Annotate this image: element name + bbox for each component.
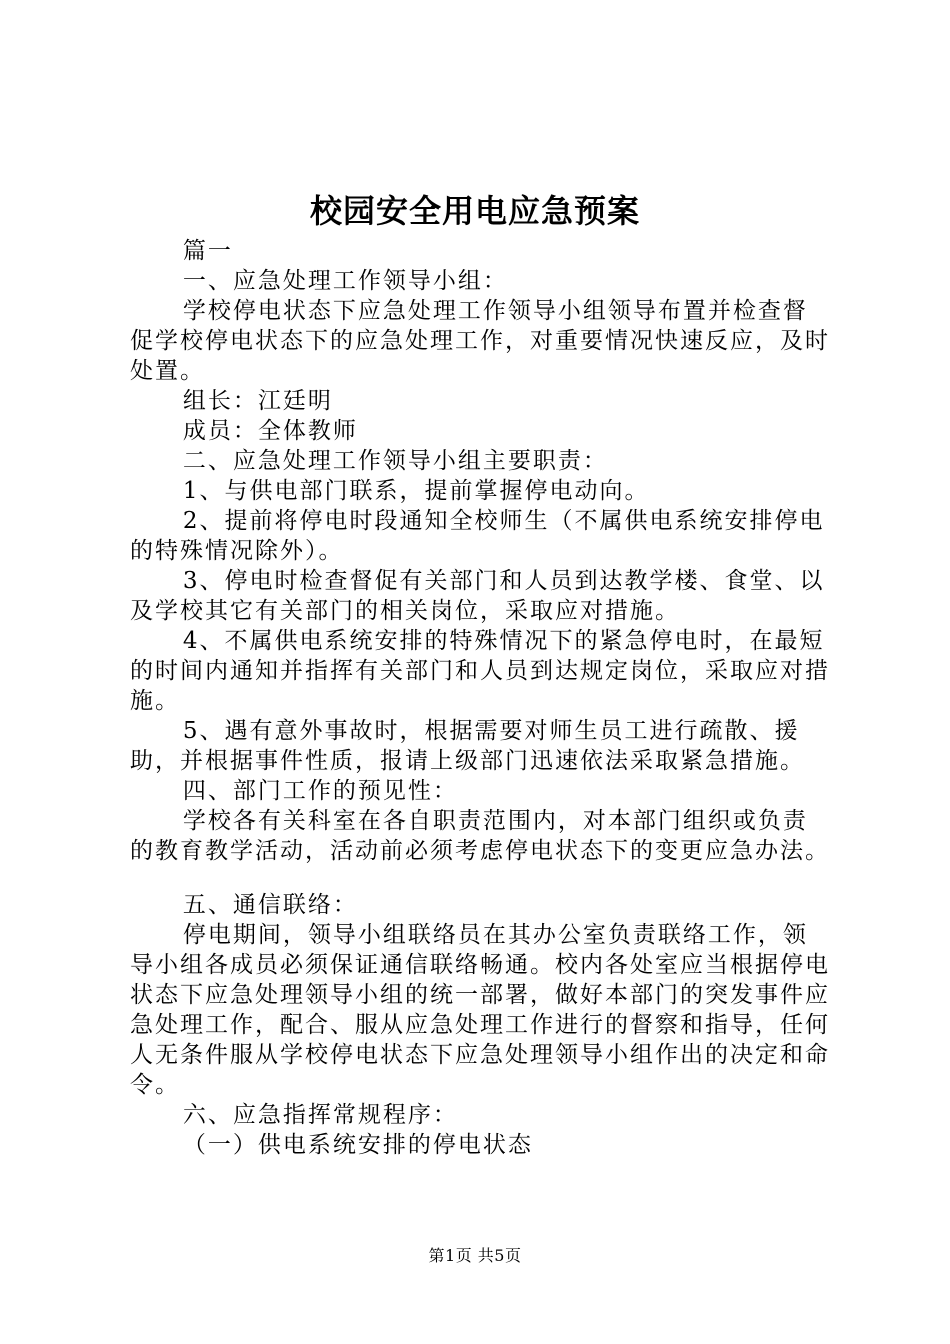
paragraph-foresight: 学校各有关科室在各自职责范围内，对本部门组织或负责的教育教学活动，活动前必须考虑停电状态下的变更应急办法。 <box>130 808 830 864</box>
heading-procedure: 六、应急指挥常规程序： <box>182 1102 458 1128</box>
paragraph-communication: 停电期间，领导小组联络员在其办公室负责联络工作，领导小组各成员必须保证通信联络畅通。校内各处室应当根据停电状态下应急处理领导小组的统一部署，做好本部门的突发事件应急处理工作，配合、服从应急处理工作进行的督察和指导，任何人无条件服从学校停电状态下应急处理领导小组作出的决定和命令。 <box>130 922 830 1098</box>
heading-foresight: 四、部门工作的预见性： <box>182 778 458 804</box>
document-body <box>130 236 832 1160</box>
subheading-scheduled-outage: （一）供电系统安排的停电状态 <box>182 1132 533 1158</box>
section-label: 篇一 <box>182 238 233 264</box>
document-title: 校园安全用电应急预案 <box>309 192 640 230</box>
duty-item-4: 4、不属供电系统安排的特殊情况下的紧急停电时，在最短的时间内通知并指挥有关部门和人员到达规定岗位，采取应对措施。 <box>130 628 830 714</box>
duty-item-5: 5、遇有意外事故时，根据需要对师生员工进行疏散、援助，并根据事件性质，报请上级部门迅速依法采取紧急措施。 <box>130 718 805 774</box>
page-number: 第1页 共5页 <box>428 1246 522 1265</box>
heading-duties: 二、应急处理工作领导小组主要职责： <box>182 448 608 474</box>
duty-item-1: 1、与供电部门联系，提前掌握停电动向。 <box>182 478 650 504</box>
duty-item-2: 2、提前将停电时段通知全校师生（不属供电系统安排停电的特殊情况除外）。 <box>130 508 825 564</box>
heading-communication: 五、通信联络： <box>182 892 358 918</box>
group-members: 成员：全体教师 <box>182 418 358 444</box>
paragraph-leadership-desc: 学校停电状态下应急处理工作领导小组领导布置并检查督促学校停电状态下的应急处理工作，对重要情况快速反应，及时处置。 <box>130 298 830 384</box>
duty-item-3: 3、停电时检查督促有关部门和人员到达教学楼、食堂、以及学校其它有关部门的相关岗位，采取应对措施。 <box>130 568 825 624</box>
heading-leadership-group: 一、应急处理工作领导小组： <box>182 268 508 294</box>
group-leader: 组长：江廷明 <box>182 388 333 414</box>
